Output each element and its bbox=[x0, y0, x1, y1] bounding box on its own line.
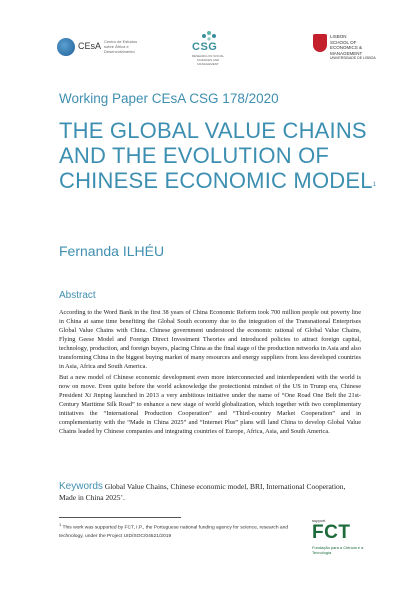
title-footnote-marker: 1 bbox=[372, 182, 377, 188]
abstract-heading: Abstract bbox=[59, 290, 96, 301]
abstract-paragraph-1: According to the Word Bank in the first 38 years of China Economic Reform took 700 million people out poverty line in China at same time benefiting the Global South economy due to the integration of the Transnational Enterprises Global Value Chains with China. Chinese government understood the economic rational of Global Value Chains, Flying Geese Model and Foreign Direct Investment Theories and introduced policies to attract foreign capital, technology, production, and foreign buyers, placing China as the final stage of the production networks in Asia and also transforming China in the biggest buying market of many resources and energy suppliers from less developed countries in Asia, Africa and South America. bbox=[59, 309, 361, 370]
globe-icon bbox=[57, 38, 75, 56]
author-name: Fernanda ILHÉU bbox=[59, 243, 165, 259]
footnote-text: This work was supported by FCT, I.P., the Portuguese national funding agency for science, research and technology, under the Project UID/SOC/04521/2019 bbox=[59, 525, 289, 539]
lisbon-school-logo bbox=[313, 34, 379, 60]
ceisa-logo bbox=[57, 38, 137, 58]
footnote-marker: 1 bbox=[59, 522, 62, 527]
keywords-label: Keywords bbox=[59, 481, 103, 492]
lisbon-line-1: LISBON bbox=[330, 34, 347, 39]
csg-logo bbox=[190, 30, 226, 66]
footnote bbox=[59, 521, 309, 541]
csg-logo-abbr: CSG bbox=[192, 41, 218, 53]
fct-subtitle: Fundação para a Ciência e a Tecnologia bbox=[312, 545, 364, 555]
fct-support-label: support bbox=[312, 518, 326, 523]
fct-name: FCT bbox=[312, 522, 351, 543]
lisbon-line-5: UNIVERSIDADE DE LISBOA bbox=[330, 56, 376, 60]
fct-logo bbox=[312, 518, 382, 568]
footnote-divider bbox=[59, 517, 181, 518]
abstract-paragraph-2: But a new model of Chinese economic development even more interconnected and interdependent with the world is now on move. Even quite before the world acknowledge the protectionist mindset of the US in Trump era, Chinese President Xi Jinping launched in 2013 a very ambitious initiative under the name of “One Road One Belt the 21st-Century Maritime Silk Road” to enhance a new stage of world globalization, which together with two complimentary initiatives the “International Production Cooperation” and “Third-country Market Cooperation” and in complementarity with the “Made in China 2025” and “Internet Plus” plans will land China to develop Global Value Chains leaded by Chinese companies and integrating countries of Europe, Africa, Asia, and South America. bbox=[59, 374, 361, 435]
lisbon-line-3: ECONOMICS & bbox=[330, 45, 363, 50]
paper-title-text: THE GLOBAL VALUE CHAINS AND THE EVOLUTION OF CHINESE ECONOMIC MODEL bbox=[59, 118, 373, 193]
lisbon-line-2: SCHOOL OF bbox=[330, 39, 357, 45]
working-paper-series: Working Paper CEsA CSG 178/2020 bbox=[59, 91, 279, 106]
ceisa-logo-abbr: CEsA bbox=[78, 41, 102, 51]
keywords-text: Global Value Chains, Chinese economic model, BRI, International Cooperation, Made in China 2025’. bbox=[59, 482, 346, 502]
keywords-section bbox=[59, 481, 361, 503]
shield-icon bbox=[313, 34, 327, 52]
lisbon-line-4: MANAGEMENT bbox=[330, 50, 363, 56]
paper-title bbox=[59, 118, 379, 198]
csg-logo-subtitle: RESEARCH IN SOCIAL SCIENCES AND MANAGEMENT bbox=[191, 54, 225, 66]
ceisa-logo-subtitle: Centro de Estudos sobre África e Desenvolvimento bbox=[104, 39, 138, 54]
lisbon-school-name bbox=[330, 34, 380, 62]
